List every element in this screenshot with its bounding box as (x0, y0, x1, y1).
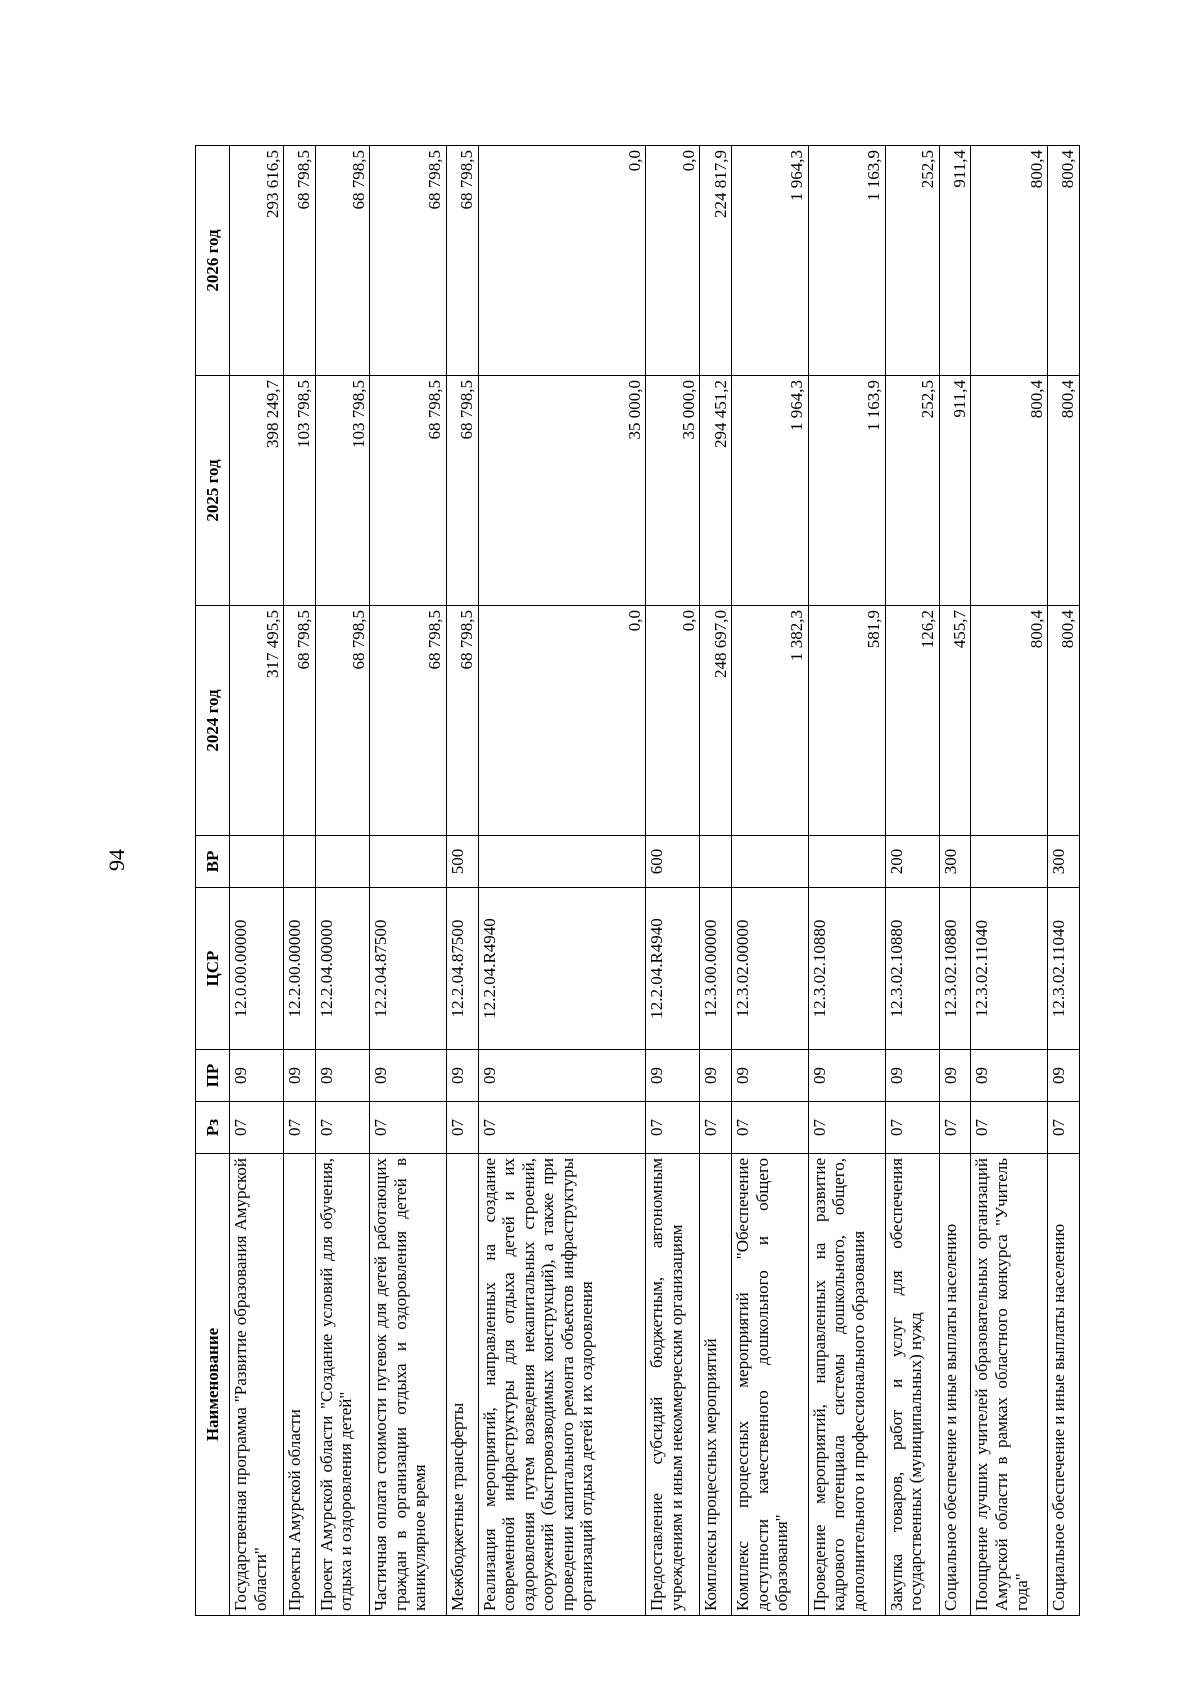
table-row (971, 146, 1048, 1616)
budget-table-container (195, 146, 1080, 1616)
table-row (1048, 146, 1080, 1616)
cell-csr: 12.2.04.R4940 (646, 888, 700, 1050)
cell-csr: 12.2.04.00000 (315, 888, 369, 1050)
cell-2024: 581,9 (808, 606, 885, 836)
cell-2025: 294 451,2 (700, 376, 732, 606)
cell-name: Проведение мероприятий, направленных на развитие кадрового потенциала системы дошкольного, общего, дополнительного и профессионального образования (808, 1154, 885, 1616)
cell-pr: 09 (284, 1050, 316, 1102)
cell-pr: 09 (808, 1050, 885, 1102)
cell-name: Комплекс процессных мероприятий "Обеспечение доступности качественного дошкольного и общего образования" (732, 1154, 809, 1616)
cell-2024: 68 798,5 (284, 606, 316, 836)
header-2026: 2026 год (196, 146, 230, 376)
cell-2026: 1 964,3 (732, 146, 809, 376)
budget-table (195, 145, 1080, 1616)
table-row (284, 146, 316, 1616)
cell-2025: 800,4 (971, 376, 1048, 606)
cell-2024: 248 697,0 (700, 606, 732, 836)
table-row (732, 146, 809, 1616)
cell-pr: 09 (315, 1050, 369, 1102)
cell-rz: 07 (885, 1102, 939, 1154)
cell-2026: 1 163,9 (808, 146, 885, 376)
cell-2026: 68 798,5 (284, 146, 316, 376)
page-number: 94 (104, 849, 129, 871)
cell-pr: 09 (885, 1050, 939, 1102)
cell-2024: 455,7 (939, 606, 971, 836)
table-row (808, 146, 885, 1616)
cell-csr: 12.0.00.00000 (230, 888, 284, 1050)
cell-2024: 0,0 (478, 606, 646, 836)
cell-2026: 800,4 (1048, 146, 1080, 376)
table-row (939, 146, 971, 1616)
cell-vr (478, 836, 646, 888)
cell-pr: 09 (646, 1050, 700, 1102)
table-row (478, 146, 646, 1616)
cell-name: Частичная оплата стоимости путевок для детей работающих граждан в организации отдыха и оздоровления детей в каникулярное время (370, 1154, 447, 1616)
cell-rz: 07 (230, 1102, 284, 1154)
cell-vr (732, 836, 809, 888)
cell-2024: 68 798,5 (370, 606, 447, 836)
cell-name: Межбюджетные трансферты (446, 1154, 478, 1616)
table-row (446, 146, 478, 1616)
table-row (370, 146, 447, 1616)
cell-rz: 07 (646, 1102, 700, 1154)
cell-2026: 0,0 (646, 146, 700, 376)
cell-rz: 07 (284, 1102, 316, 1154)
cell-vr (971, 836, 1048, 888)
cell-2024: 800,4 (1048, 606, 1080, 836)
cell-vr (370, 836, 447, 888)
cell-pr: 09 (1048, 1050, 1080, 1102)
table-header-row (196, 146, 230, 1616)
cell-pr: 09 (732, 1050, 809, 1102)
cell-csr: 12.3.02.11040 (971, 888, 1048, 1050)
cell-2024: 68 798,5 (315, 606, 369, 836)
cell-rz: 07 (939, 1102, 971, 1154)
cell-name: Предоставление субсидий бюджетным, автономным учреждениям и иным некоммерческим организациям (646, 1154, 700, 1616)
cell-pr: 09 (939, 1050, 971, 1102)
cell-name: Закупка товаров, работ и услуг для обеспечения государственных (муниципальных) нужд (885, 1154, 939, 1616)
header-2024: 2024 год (196, 606, 230, 836)
header-name: Наименование (196, 1154, 230, 1616)
cell-pr: 09 (446, 1050, 478, 1102)
cell-rz: 07 (478, 1102, 646, 1154)
cell-2026: 252,5 (885, 146, 939, 376)
cell-csr: 12.3.02.10880 (885, 888, 939, 1050)
cell-vr (808, 836, 885, 888)
cell-name: Социальное обеспечение и иные выплаты населению (1048, 1154, 1080, 1616)
cell-pr: 09 (971, 1050, 1048, 1102)
cell-2024: 800,4 (971, 606, 1048, 836)
header-rz: Рз (196, 1102, 230, 1154)
cell-2026: 68 798,5 (315, 146, 369, 376)
cell-name: Поощрение лучших учителей образовательных организаций Амурской области в рамках областного конкурса "Учитель года" (971, 1154, 1048, 1616)
table-row (230, 146, 284, 1616)
cell-name: Проекты Амурской области (284, 1154, 316, 1616)
cell-rz: 07 (808, 1102, 885, 1154)
cell-2026: 0,0 (478, 146, 646, 376)
cell-2026: 68 798,5 (446, 146, 478, 376)
cell-2025: 1 964,3 (732, 376, 809, 606)
cell-2026: 911,4 (939, 146, 971, 376)
cell-2024: 1 382,3 (732, 606, 809, 836)
cell-rz: 07 (700, 1102, 732, 1154)
cell-vr (230, 836, 284, 888)
cell-vr: 200 (885, 836, 939, 888)
cell-2025: 35 000,0 (478, 376, 646, 606)
cell-csr: 12.3.02.00000 (732, 888, 809, 1050)
cell-2025: 911,4 (939, 376, 971, 606)
header-2025: 2025 год (196, 376, 230, 606)
cell-2026: 800,4 (971, 146, 1048, 376)
cell-vr: 300 (1048, 836, 1080, 888)
header-vr: ВР (196, 836, 230, 888)
cell-pr: 09 (700, 1050, 732, 1102)
cell-rz: 07 (1048, 1102, 1080, 1154)
cell-vr: 600 (646, 836, 700, 888)
cell-csr: 12.3.02.10880 (939, 888, 971, 1050)
cell-2025: 103 798,5 (284, 376, 316, 606)
cell-csr: 12.3.02.10880 (808, 888, 885, 1050)
cell-2026: 293 616,5 (230, 146, 284, 376)
cell-vr (315, 836, 369, 888)
cell-name: Государственная программа "Развитие образования Амурской области" (230, 1154, 284, 1616)
cell-2024: 317 495,5 (230, 606, 284, 836)
cell-2025: 68 798,5 (370, 376, 447, 606)
cell-2025: 103 798,5 (315, 376, 369, 606)
table-row (315, 146, 369, 1616)
cell-csr: 12.2.04.87500 (370, 888, 447, 1050)
cell-pr: 09 (370, 1050, 447, 1102)
header-csr: ЦСР (196, 888, 230, 1050)
cell-2025: 398 249,7 (230, 376, 284, 606)
cell-name: Комплексы процессных мероприятий (700, 1154, 732, 1616)
cell-vr: 500 (446, 836, 478, 888)
cell-2024: 68 798,5 (446, 606, 478, 836)
table-row (700, 146, 732, 1616)
cell-2025: 68 798,5 (446, 376, 478, 606)
cell-csr: 12.2.00.00000 (284, 888, 316, 1050)
cell-csr: 12.2.04.87500 (446, 888, 478, 1050)
cell-rz: 07 (732, 1102, 809, 1154)
cell-csr: 12.3.02.11040 (1048, 888, 1080, 1050)
cell-2025: 35 000,0 (646, 376, 700, 606)
cell-name: Проект Амурской области "Создание условий для обучения, отдыха и оздоровления детей" (315, 1154, 369, 1616)
cell-rz: 07 (446, 1102, 478, 1154)
cell-2025: 800,4 (1048, 376, 1080, 606)
cell-name: Реализация мероприятий, направленных на создание современной инфраструктуры для отдыха детей и их оздоровления путем возведения некапитальных строений, сооружений (быстровозводимых конструкций), а также при проведении капитального ремонта объектов инфраструктуры организаций отдыха детей и их оздоровления (478, 1154, 646, 1616)
cell-vr (284, 836, 316, 888)
cell-vr (700, 836, 732, 888)
cell-rz: 07 (971, 1102, 1048, 1154)
cell-rz: 07 (370, 1102, 447, 1154)
cell-2024: 0,0 (646, 606, 700, 836)
cell-csr: 12.2.04.R4940 (478, 888, 646, 1050)
table-row (885, 146, 939, 1616)
cell-2025: 252,5 (885, 376, 939, 606)
cell-2026: 68 798,5 (370, 146, 447, 376)
table-row (646, 146, 700, 1616)
header-pr: ПР (196, 1050, 230, 1102)
cell-name: Социальное обеспечение и иные выплаты населению (939, 1154, 971, 1616)
cell-csr: 12.3.00.00000 (700, 888, 732, 1050)
cell-rz: 07 (315, 1102, 369, 1154)
cell-pr: 09 (478, 1050, 646, 1102)
cell-pr: 09 (230, 1050, 284, 1102)
cell-2026: 224 817,9 (700, 146, 732, 376)
cell-vr: 300 (939, 836, 971, 888)
cell-2024: 126,2 (885, 606, 939, 836)
cell-2025: 1 163,9 (808, 376, 885, 606)
